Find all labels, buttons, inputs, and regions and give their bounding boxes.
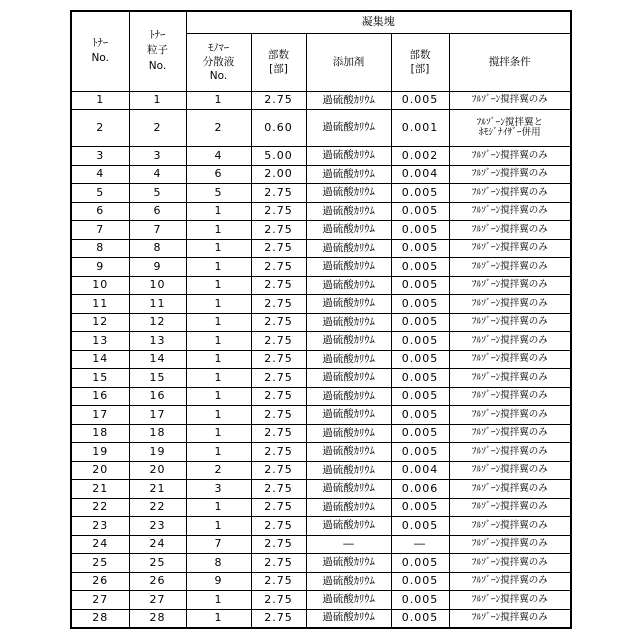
table-row bbox=[71, 517, 571, 536]
cell-monomer-dispersion-no: 8 bbox=[186, 554, 251, 573]
cell-monomer-dispersion-no: 1 bbox=[186, 313, 251, 332]
cell-monomer-dispersion-no: 2 bbox=[186, 461, 251, 480]
cell-parts-additive: 0.005 bbox=[391, 91, 449, 110]
cell-parts-additive: 0.005 bbox=[391, 572, 449, 591]
cell-toner-no: 21 bbox=[71, 480, 129, 499]
cell-parts-additive: 0.005 bbox=[391, 387, 449, 406]
cell-parts-monomer: 2.75 bbox=[251, 517, 306, 536]
table-row bbox=[71, 609, 571, 628]
cell-monomer-dispersion-no: 1 bbox=[186, 517, 251, 536]
cell-stirring-condition: ﾌﾙｿﾞｰﾝ撹拌翼のみ bbox=[449, 591, 571, 610]
cell-additive: 過硫酸ｶﾘｳﾑ bbox=[306, 110, 391, 147]
cell-stirring-condition: ﾌﾙｿﾞｰﾝ撹拌翼のみ bbox=[449, 91, 571, 110]
cell-monomer-dispersion-no: 1 bbox=[186, 406, 251, 425]
cell-parts-additive: 0.005 bbox=[391, 554, 449, 573]
cell-toner-no: 19 bbox=[71, 443, 129, 462]
cell-monomer-dispersion-no: 2 bbox=[186, 110, 251, 147]
table-row bbox=[71, 535, 571, 554]
cell-additive: 過硫酸ｶﾘｳﾑ bbox=[306, 369, 391, 388]
cell-parts-monomer: 5.00 bbox=[251, 147, 306, 166]
cell-parts-monomer: 2.75 bbox=[251, 443, 306, 462]
cell-stirring-condition: ﾌﾙｿﾞｰﾝ撹拌翼と ﾎﾓｼﾞﾅｲｻﾞｰ併用 bbox=[449, 110, 571, 147]
cell-additive: 過硫酸ｶﾘｳﾑ bbox=[306, 295, 391, 314]
group-header-aggregate: 凝集塊 bbox=[186, 11, 571, 33]
cell-toner-particle-no: 4 bbox=[129, 165, 186, 184]
cell-stirring-condition: ﾌﾙｿﾞｰﾝ撹拌翼のみ bbox=[449, 165, 571, 184]
cell-stirring-condition: ﾌﾙｿﾞｰﾝ撹拌翼のみ bbox=[449, 480, 571, 499]
cell-monomer-dispersion-no: 1 bbox=[186, 202, 251, 221]
cell-parts-monomer: 2.75 bbox=[251, 535, 306, 554]
cell-parts-monomer: 2.75 bbox=[251, 609, 306, 628]
cell-toner-particle-no: 12 bbox=[129, 313, 186, 332]
cell-toner-no: 1 bbox=[71, 91, 129, 110]
table-row bbox=[71, 350, 571, 369]
table-row bbox=[71, 406, 571, 425]
cell-additive: 過硫酸ｶﾘｳﾑ bbox=[306, 202, 391, 221]
cell-monomer-dispersion-no: 1 bbox=[186, 498, 251, 517]
table-row bbox=[71, 147, 571, 166]
table-row bbox=[71, 295, 571, 314]
cell-additive: 過硫酸ｶﾘｳﾑ bbox=[306, 332, 391, 351]
cell-stirring-condition: ﾌﾙｿﾞｰﾝ撹拌翼のみ bbox=[449, 498, 571, 517]
cell-parts-monomer: 2.75 bbox=[251, 461, 306, 480]
cell-monomer-dispersion-no: 1 bbox=[186, 221, 251, 240]
cell-toner-particle-no: 19 bbox=[129, 443, 186, 462]
cell-toner-no: 7 bbox=[71, 221, 129, 240]
column-header-toner-no: ﾄﾅｰ No. bbox=[71, 11, 129, 91]
cell-toner-no: 8 bbox=[71, 239, 129, 258]
cell-toner-particle-no: 17 bbox=[129, 406, 186, 425]
cell-parts-monomer: 2.00 bbox=[251, 165, 306, 184]
table-row bbox=[71, 276, 571, 295]
cell-parts-additive: 0.005 bbox=[391, 202, 449, 221]
cell-additive: 過硫酸ｶﾘｳﾑ bbox=[306, 147, 391, 166]
cell-toner-no: 14 bbox=[71, 350, 129, 369]
cell-toner-no: 24 bbox=[71, 535, 129, 554]
cell-parts-monomer: 2.75 bbox=[251, 313, 306, 332]
cell-monomer-dispersion-no: 1 bbox=[186, 369, 251, 388]
cell-parts-monomer: 2.75 bbox=[251, 258, 306, 277]
cell-parts-additive: 0.005 bbox=[391, 369, 449, 388]
cell-toner-particle-no: 28 bbox=[129, 609, 186, 628]
cell-toner-particle-no: 8 bbox=[129, 239, 186, 258]
cell-parts-additive: 0.005 bbox=[391, 609, 449, 628]
cell-parts-additive: 0.005 bbox=[391, 258, 449, 277]
cell-parts-monomer: 2.75 bbox=[251, 498, 306, 517]
cell-additive: 過硫酸ｶﾘｳﾑ bbox=[306, 406, 391, 425]
cell-toner-no: 2 bbox=[71, 110, 129, 147]
cell-monomer-dispersion-no: 6 bbox=[186, 165, 251, 184]
cell-toner-particle-no: 22 bbox=[129, 498, 186, 517]
cell-parts-additive: 0.005 bbox=[391, 276, 449, 295]
cell-parts-additive: 0.005 bbox=[391, 295, 449, 314]
cell-parts-monomer: 2.75 bbox=[251, 480, 306, 499]
cell-toner-particle-no: 15 bbox=[129, 369, 186, 388]
cell-toner-no: 6 bbox=[71, 202, 129, 221]
cell-additive: 過硫酸ｶﾘｳﾑ bbox=[306, 498, 391, 517]
table-row bbox=[71, 443, 571, 462]
cell-toner-particle-no: 21 bbox=[129, 480, 186, 499]
cell-additive: 過硫酸ｶﾘｳﾑ bbox=[306, 165, 391, 184]
cell-toner-particle-no: 7 bbox=[129, 221, 186, 240]
cell-parts-additive: 0.005 bbox=[391, 498, 449, 517]
cell-additive: 過硫酸ｶﾘｳﾑ bbox=[306, 350, 391, 369]
cell-stirring-condition: ﾌﾙｿﾞｰﾝ撹拌翼のみ bbox=[449, 221, 571, 240]
table-row bbox=[71, 184, 571, 203]
table-row bbox=[71, 572, 571, 591]
header-group-row bbox=[71, 11, 571, 33]
cell-toner-no: 23 bbox=[71, 517, 129, 536]
cell-monomer-dispersion-no: 1 bbox=[186, 424, 251, 443]
cell-monomer-dispersion-no: 1 bbox=[186, 387, 251, 406]
cell-additive: 過硫酸ｶﾘｳﾑ bbox=[306, 609, 391, 628]
cell-toner-particle-no: 1 bbox=[129, 91, 186, 110]
cell-stirring-condition: ﾌﾙｿﾞｰﾝ撹拌翼のみ bbox=[449, 535, 571, 554]
cell-monomer-dispersion-no: 7 bbox=[186, 535, 251, 554]
table-row bbox=[71, 480, 571, 499]
cell-parts-monomer: 2.75 bbox=[251, 406, 306, 425]
cell-toner-particle-no: 16 bbox=[129, 387, 186, 406]
cell-additive: 過硫酸ｶﾘｳﾑ bbox=[306, 276, 391, 295]
cell-stirring-condition: ﾌﾙｿﾞｰﾝ撹拌翼のみ bbox=[449, 369, 571, 388]
cell-parts-additive: 0.005 bbox=[391, 239, 449, 258]
cell-parts-additive: 0.005 bbox=[391, 350, 449, 369]
table-row bbox=[71, 332, 571, 351]
cell-parts-additive: 0.004 bbox=[391, 165, 449, 184]
cell-parts-monomer: 2.75 bbox=[251, 591, 306, 610]
cell-stirring-condition: ﾌﾙｿﾞｰﾝ撹拌翼のみ bbox=[449, 313, 571, 332]
cell-parts-additive: ― bbox=[391, 535, 449, 554]
cell-toner-particle-no: 27 bbox=[129, 591, 186, 610]
cell-additive: 過硫酸ｶﾘｳﾑ bbox=[306, 313, 391, 332]
cell-parts-monomer: 2.75 bbox=[251, 295, 306, 314]
table-row bbox=[71, 258, 571, 277]
cell-toner-no: 13 bbox=[71, 332, 129, 351]
cell-toner-no: 10 bbox=[71, 276, 129, 295]
cell-parts-monomer: 2.75 bbox=[251, 184, 306, 203]
column-header-stirring-condition: 撹拌条件 bbox=[449, 33, 571, 91]
table-row bbox=[71, 554, 571, 573]
cell-toner-particle-no: 11 bbox=[129, 295, 186, 314]
table-row bbox=[71, 313, 571, 332]
cell-toner-no: 27 bbox=[71, 591, 129, 610]
table-row bbox=[71, 165, 571, 184]
cell-stirring-condition: ﾌﾙｿﾞｰﾝ撹拌翼のみ bbox=[449, 258, 571, 277]
cell-toner-no: 17 bbox=[71, 406, 129, 425]
cell-toner-no: 18 bbox=[71, 424, 129, 443]
toner-aggregate-table bbox=[70, 10, 572, 629]
cell-toner-no: 11 bbox=[71, 295, 129, 314]
cell-toner-particle-no: 18 bbox=[129, 424, 186, 443]
cell-monomer-dispersion-no: 1 bbox=[186, 332, 251, 351]
cell-additive: ― bbox=[306, 535, 391, 554]
cell-additive: 過硫酸ｶﾘｳﾑ bbox=[306, 461, 391, 480]
cell-stirring-condition: ﾌﾙｿﾞｰﾝ撹拌翼のみ bbox=[449, 202, 571, 221]
cell-stirring-condition: ﾌﾙｿﾞｰﾝ撹拌翼のみ bbox=[449, 184, 571, 203]
cell-monomer-dispersion-no: 1 bbox=[186, 443, 251, 462]
cell-toner-no: 12 bbox=[71, 313, 129, 332]
table-row bbox=[71, 387, 571, 406]
cell-toner-particle-no: 24 bbox=[129, 535, 186, 554]
cell-parts-monomer: 2.75 bbox=[251, 369, 306, 388]
cell-stirring-condition: ﾌﾙｿﾞｰﾝ撹拌翼のみ bbox=[449, 276, 571, 295]
cell-additive: 過硫酸ｶﾘｳﾑ bbox=[306, 554, 391, 573]
cell-toner-particle-no: 10 bbox=[129, 276, 186, 295]
cell-additive: 過硫酸ｶﾘｳﾑ bbox=[306, 517, 391, 536]
cell-stirring-condition: ﾌﾙｿﾞｰﾝ撹拌翼のみ bbox=[449, 350, 571, 369]
cell-toner-particle-no: 3 bbox=[129, 147, 186, 166]
cell-monomer-dispersion-no: 1 bbox=[186, 276, 251, 295]
cell-toner-no: 28 bbox=[71, 609, 129, 628]
cell-parts-monomer: 2.75 bbox=[251, 350, 306, 369]
cell-stirring-condition: ﾌﾙｿﾞｰﾝ撹拌翼のみ bbox=[449, 461, 571, 480]
cell-additive: 過硫酸ｶﾘｳﾑ bbox=[306, 572, 391, 591]
cell-toner-no: 3 bbox=[71, 147, 129, 166]
column-header-additive: 添加剤 bbox=[306, 33, 391, 91]
cell-monomer-dispersion-no: 3 bbox=[186, 480, 251, 499]
cell-parts-additive: 0.005 bbox=[391, 591, 449, 610]
cell-toner-no: 20 bbox=[71, 461, 129, 480]
table-row bbox=[71, 110, 571, 147]
cell-parts-monomer: 2.75 bbox=[251, 332, 306, 351]
column-header-toner-particle-no: ﾄﾅｰ 粒子 No. bbox=[129, 11, 186, 91]
cell-toner-no: 16 bbox=[71, 387, 129, 406]
cell-parts-monomer: 2.75 bbox=[251, 276, 306, 295]
cell-monomer-dispersion-no: 1 bbox=[186, 591, 251, 610]
cell-toner-no: 4 bbox=[71, 165, 129, 184]
table-row bbox=[71, 91, 571, 110]
table-header bbox=[71, 11, 571, 91]
cell-additive: 過硫酸ｶﾘｳﾑ bbox=[306, 443, 391, 462]
cell-stirring-condition: ﾌﾙｿﾞｰﾝ撹拌翼のみ bbox=[449, 609, 571, 628]
cell-toner-particle-no: 25 bbox=[129, 554, 186, 573]
cell-toner-particle-no: 23 bbox=[129, 517, 186, 536]
cell-monomer-dispersion-no: 1 bbox=[186, 258, 251, 277]
cell-additive: 過硫酸ｶﾘｳﾑ bbox=[306, 184, 391, 203]
table-row bbox=[71, 221, 571, 240]
cell-parts-additive: 0.005 bbox=[391, 221, 449, 240]
cell-parts-monomer: 0.60 bbox=[251, 110, 306, 147]
cell-stirring-condition: ﾌﾙｿﾞｰﾝ撹拌翼のみ bbox=[449, 239, 571, 258]
cell-monomer-dispersion-no: 1 bbox=[186, 239, 251, 258]
cell-parts-additive: 0.005 bbox=[391, 406, 449, 425]
cell-stirring-condition: ﾌﾙｿﾞｰﾝ撹拌翼のみ bbox=[449, 295, 571, 314]
table-row bbox=[71, 369, 571, 388]
cell-stirring-condition: ﾌﾙｿﾞｰﾝ撹拌翼のみ bbox=[449, 406, 571, 425]
cell-parts-monomer: 2.75 bbox=[251, 91, 306, 110]
cell-stirring-condition: ﾌﾙｿﾞｰﾝ撹拌翼のみ bbox=[449, 572, 571, 591]
column-header-parts-monomer: 部数 [部] bbox=[251, 33, 306, 91]
table-row bbox=[71, 461, 571, 480]
table-row bbox=[71, 424, 571, 443]
cell-toner-no: 15 bbox=[71, 369, 129, 388]
cell-toner-particle-no: 13 bbox=[129, 332, 186, 351]
table-row bbox=[71, 239, 571, 258]
cell-toner-particle-no: 9 bbox=[129, 258, 186, 277]
cell-additive: 過硫酸ｶﾘｳﾑ bbox=[306, 258, 391, 277]
cell-stirring-condition: ﾌﾙｿﾞｰﾝ撹拌翼のみ bbox=[449, 147, 571, 166]
cell-parts-monomer: 2.75 bbox=[251, 221, 306, 240]
cell-monomer-dispersion-no: 5 bbox=[186, 184, 251, 203]
cell-toner-no: 9 bbox=[71, 258, 129, 277]
cell-additive: 過硫酸ｶﾘｳﾑ bbox=[306, 239, 391, 258]
cell-toner-no: 26 bbox=[71, 572, 129, 591]
cell-parts-monomer: 2.75 bbox=[251, 387, 306, 406]
cell-parts-additive: 0.006 bbox=[391, 480, 449, 499]
cell-parts-additive: 0.005 bbox=[391, 424, 449, 443]
cell-additive: 過硫酸ｶﾘｳﾑ bbox=[306, 221, 391, 240]
cell-parts-monomer: 2.75 bbox=[251, 202, 306, 221]
cell-monomer-dispersion-no: 1 bbox=[186, 609, 251, 628]
cell-monomer-dispersion-no: 1 bbox=[186, 350, 251, 369]
cell-stirring-condition: ﾌﾙｿﾞｰﾝ撹拌翼のみ bbox=[449, 424, 571, 443]
cell-monomer-dispersion-no: 1 bbox=[186, 295, 251, 314]
cell-additive: 過硫酸ｶﾘｳﾑ bbox=[306, 387, 391, 406]
cell-parts-monomer: 2.75 bbox=[251, 554, 306, 573]
cell-toner-particle-no: 20 bbox=[129, 461, 186, 480]
cell-monomer-dispersion-no: 4 bbox=[186, 147, 251, 166]
cell-parts-additive: 0.005 bbox=[391, 517, 449, 536]
cell-toner-particle-no: 2 bbox=[129, 110, 186, 147]
cell-additive: 過硫酸ｶﾘｳﾑ bbox=[306, 591, 391, 610]
cell-monomer-dispersion-no: 1 bbox=[186, 91, 251, 110]
cell-parts-additive: 0.002 bbox=[391, 147, 449, 166]
table-row bbox=[71, 591, 571, 610]
cell-stirring-condition: ﾌﾙｿﾞｰﾝ撹拌翼のみ bbox=[449, 517, 571, 536]
cell-monomer-dispersion-no: 9 bbox=[186, 572, 251, 591]
column-header-monomer-dispersion-no: ﾓﾉﾏｰ 分散液 No. bbox=[186, 33, 251, 91]
cell-parts-additive: 0.004 bbox=[391, 461, 449, 480]
cell-parts-monomer: 2.75 bbox=[251, 572, 306, 591]
cell-additive: 過硫酸ｶﾘｳﾑ bbox=[306, 480, 391, 499]
cell-toner-no: 22 bbox=[71, 498, 129, 517]
cell-parts-additive: 0.005 bbox=[391, 184, 449, 203]
cell-parts-additive: 0.005 bbox=[391, 443, 449, 462]
cell-parts-additive: 0.001 bbox=[391, 110, 449, 147]
cell-parts-additive: 0.005 bbox=[391, 332, 449, 351]
cell-additive: 過硫酸ｶﾘｳﾑ bbox=[306, 424, 391, 443]
cell-parts-monomer: 2.75 bbox=[251, 239, 306, 258]
cell-toner-no: 5 bbox=[71, 184, 129, 203]
cell-stirring-condition: ﾌﾙｿﾞｰﾝ撹拌翼のみ bbox=[449, 554, 571, 573]
cell-stirring-condition: ﾌﾙｿﾞｰﾝ撹拌翼のみ bbox=[449, 387, 571, 406]
cell-additive: 過硫酸ｶﾘｳﾑ bbox=[306, 91, 391, 110]
cell-toner-no: 25 bbox=[71, 554, 129, 573]
cell-stirring-condition: ﾌﾙｿﾞｰﾝ撹拌翼のみ bbox=[449, 443, 571, 462]
cell-stirring-condition: ﾌﾙｿﾞｰﾝ撹拌翼のみ bbox=[449, 332, 571, 351]
cell-parts-additive: 0.005 bbox=[391, 313, 449, 332]
table-row bbox=[71, 202, 571, 221]
cell-toner-particle-no: 14 bbox=[129, 350, 186, 369]
cell-parts-monomer: 2.75 bbox=[251, 424, 306, 443]
table-body bbox=[71, 91, 571, 628]
cell-toner-particle-no: 5 bbox=[129, 184, 186, 203]
column-header-parts-additive: 部数 [部] bbox=[391, 33, 449, 91]
cell-toner-particle-no: 6 bbox=[129, 202, 186, 221]
table-row bbox=[71, 498, 571, 517]
cell-toner-particle-no: 26 bbox=[129, 572, 186, 591]
